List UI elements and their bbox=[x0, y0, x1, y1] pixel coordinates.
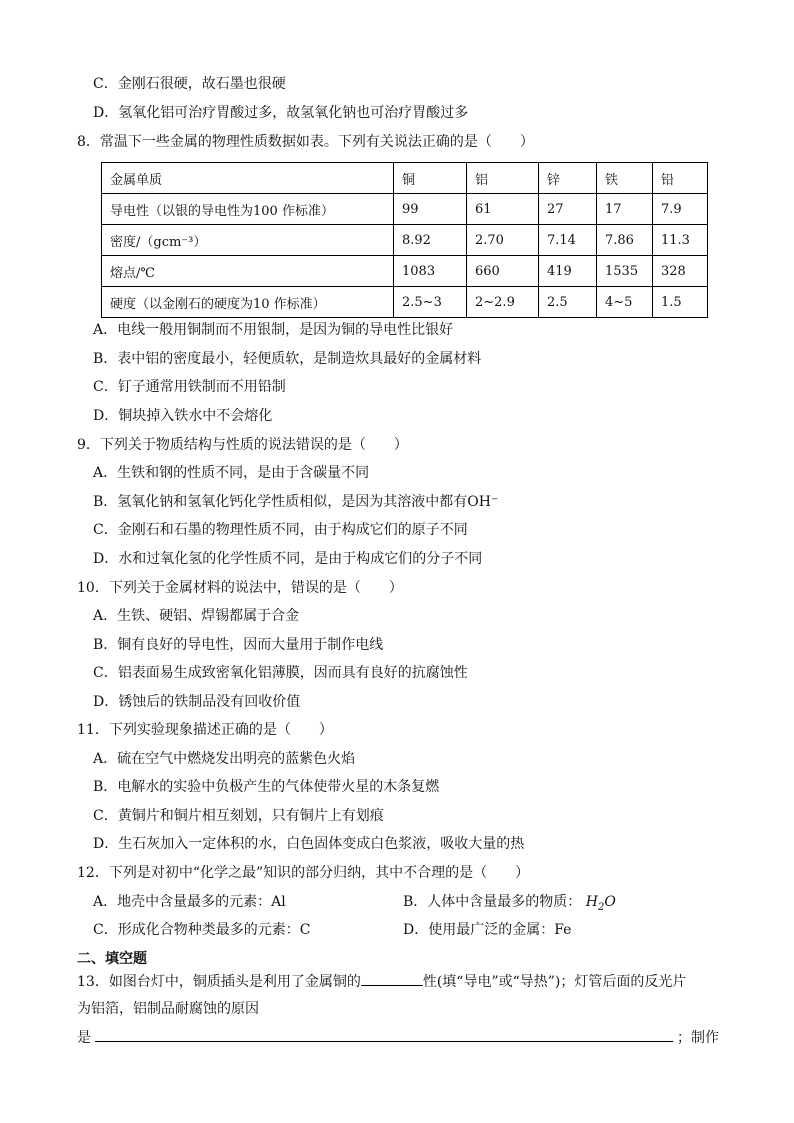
q10-option-a: A．生铁、硬铝、焊锡都属于合金 bbox=[93, 608, 300, 624]
q12-stem: 12．下列是对初中“化学之最”知识的部分归纳，其中不合理的是（ ） bbox=[77, 865, 530, 881]
table-cell: 2~2.9 bbox=[467, 287, 539, 318]
q9-stem: 9．下列关于物质结构与性质的说法错误的是（ ） bbox=[77, 437, 408, 453]
table-row bbox=[102, 256, 708, 287]
q11-option-b: B．电解水的实验中负极产生的气体使带火星的木条复燃 bbox=[93, 779, 440, 795]
q13-text: 性(填“导电”或“导热”)；灯管后面的反光片 bbox=[422, 974, 687, 990]
q10-stem: 10．下列关于金属材料的说法中，错误的是（ ） bbox=[77, 580, 403, 596]
q13-line-3 bbox=[77, 1027, 719, 1048]
table-cell: 99 bbox=[394, 194, 467, 225]
q13-text: ；制作 bbox=[677, 1030, 719, 1046]
q13-line-2: 为铝箔，铝制品耐腐蚀的原因 bbox=[77, 1001, 259, 1017]
table-cell: 7.14 bbox=[539, 225, 597, 256]
q11-stem: 11．下列实验现象描述正确的是（ ） bbox=[77, 722, 333, 738]
q12-option-b bbox=[403, 892, 616, 918]
table-cell: 61 bbox=[467, 194, 539, 225]
q8-option-d: D．铜块掉入铁水中不会熔化 bbox=[93, 408, 273, 424]
table-cell: 熔点/℃ bbox=[102, 256, 394, 287]
table-cell: 铁 bbox=[597, 163, 653, 194]
q12-option-c: C．形成化合物种类最多的元素：C bbox=[93, 922, 311, 938]
q8-option-b: B．表中铝的密度最小，轻便质软，是制造炊具最好的金属材料 bbox=[93, 351, 482, 367]
q12-option-d: D．使用最广泛的金属：Fe bbox=[403, 922, 572, 938]
table-row bbox=[102, 194, 708, 225]
table-cell: 硬度（以金刚石的硬度为10 作标准） bbox=[102, 287, 394, 318]
table-cell: 密度/（gcm⁻³） bbox=[102, 225, 394, 256]
q7-option-c: C．金刚石很硬，故石墨也很硬 bbox=[93, 76, 286, 92]
q12-option-a: A．地壳中含量最多的元素：Al bbox=[93, 894, 286, 910]
metal-properties-table bbox=[101, 162, 708, 318]
table-cell: 铜 bbox=[394, 163, 467, 194]
q13-text: 13．如图台灯中，铜质插头是利用了金属铜的 bbox=[77, 974, 361, 990]
q13-text: 是 bbox=[77, 1030, 91, 1046]
table-cell: 导电性（以银的导电性为100 作标准） bbox=[102, 194, 394, 225]
table-cell: 铝 bbox=[467, 163, 539, 194]
table-cell: 419 bbox=[539, 256, 597, 287]
table-cell: 1535 bbox=[597, 256, 653, 287]
answer-blank[interactable] bbox=[95, 1027, 673, 1042]
q11-option-a: A．硫在空气中燃烧发出明亮的蓝紫色火焰 bbox=[93, 751, 356, 767]
formula-subscript: 2 bbox=[597, 901, 605, 913]
formula-element: O bbox=[604, 894, 616, 910]
q8-option-c: C．钉子通常用铁制而不用铅制 bbox=[93, 379, 286, 395]
q9-option-d: D．水和过氧化氢的化学性质不同，是由于构成它们的分子不同 bbox=[93, 551, 483, 567]
q10-option-d: D．锈蚀后的铁制品没有回收价值 bbox=[93, 694, 301, 710]
table-cell: 17 bbox=[597, 194, 653, 225]
q11-option-d: D．生石灰加入一定体积的水，白色固体变成白色浆液，吸收大量的热 bbox=[93, 836, 525, 852]
table-header-row bbox=[102, 163, 708, 194]
formula-element: H bbox=[585, 894, 598, 910]
q10-option-c: C．铝表面易生成致密氧化铝薄膜，因而具有良好的抗腐蚀性 bbox=[93, 665, 468, 681]
q9-option-a: A．生铁和钢的性质不同，是由于含碳量不同 bbox=[93, 465, 370, 481]
table-cell: 2.5~3 bbox=[394, 287, 467, 318]
q11-option-c: C．黄铜片和铜片相互刻划，只有铜片上有划痕 bbox=[93, 808, 384, 824]
q9-option-b: B．氢氧化钠和氢氧化钙化学性质相似，是因为其溶液中都有OH⁻ bbox=[93, 494, 499, 510]
q8-stem: 8．常温下一些金属的物理性质数据如表。下列有关说法正确的是（ ） bbox=[77, 134, 534, 150]
table-cell: 1083 bbox=[394, 256, 467, 287]
table-cell: 2.5 bbox=[539, 287, 597, 318]
table-cell: 27 bbox=[539, 194, 597, 225]
answer-blank[interactable] bbox=[361, 971, 423, 986]
table-row bbox=[102, 225, 708, 256]
q9-option-c: C．金刚石和石墨的物理性质不同，由于构成它们的原子不同 bbox=[93, 522, 468, 538]
table-cell: 660 bbox=[467, 256, 539, 287]
table-cell: 2.70 bbox=[467, 225, 539, 256]
q12-option-b-label: B．人体中含量最多的物质： bbox=[403, 894, 582, 910]
q7-option-d: D．氢氧化铝可治疗胃酸过多，故氢氧化钠也可治疗胃酸过多 bbox=[93, 105, 469, 121]
table-cell: 11.3 bbox=[653, 225, 708, 256]
q13-line-1 bbox=[77, 971, 686, 992]
table-cell: 1.5 bbox=[653, 287, 708, 318]
table-cell: 7.9 bbox=[653, 194, 708, 225]
water-formula bbox=[585, 894, 616, 913]
q8-option-a: A．电线一般用铜制而不用银制，是因为铜的导电性比银好 bbox=[93, 322, 454, 338]
table-cell: 8.92 bbox=[394, 225, 467, 256]
table-cell: 锌 bbox=[539, 163, 597, 194]
q10-option-b: B．铜有良好的导电性，因而大量用于制作电线 bbox=[93, 637, 384, 653]
table-cell: 铅 bbox=[653, 163, 708, 194]
table-row bbox=[102, 287, 708, 318]
table-cell: 金属单质 bbox=[102, 163, 394, 194]
table-cell: 7.86 bbox=[597, 225, 653, 256]
section-title: 二、填空题 bbox=[77, 951, 147, 967]
table-cell: 328 bbox=[653, 256, 708, 287]
table-cell: 4~5 bbox=[597, 287, 653, 318]
